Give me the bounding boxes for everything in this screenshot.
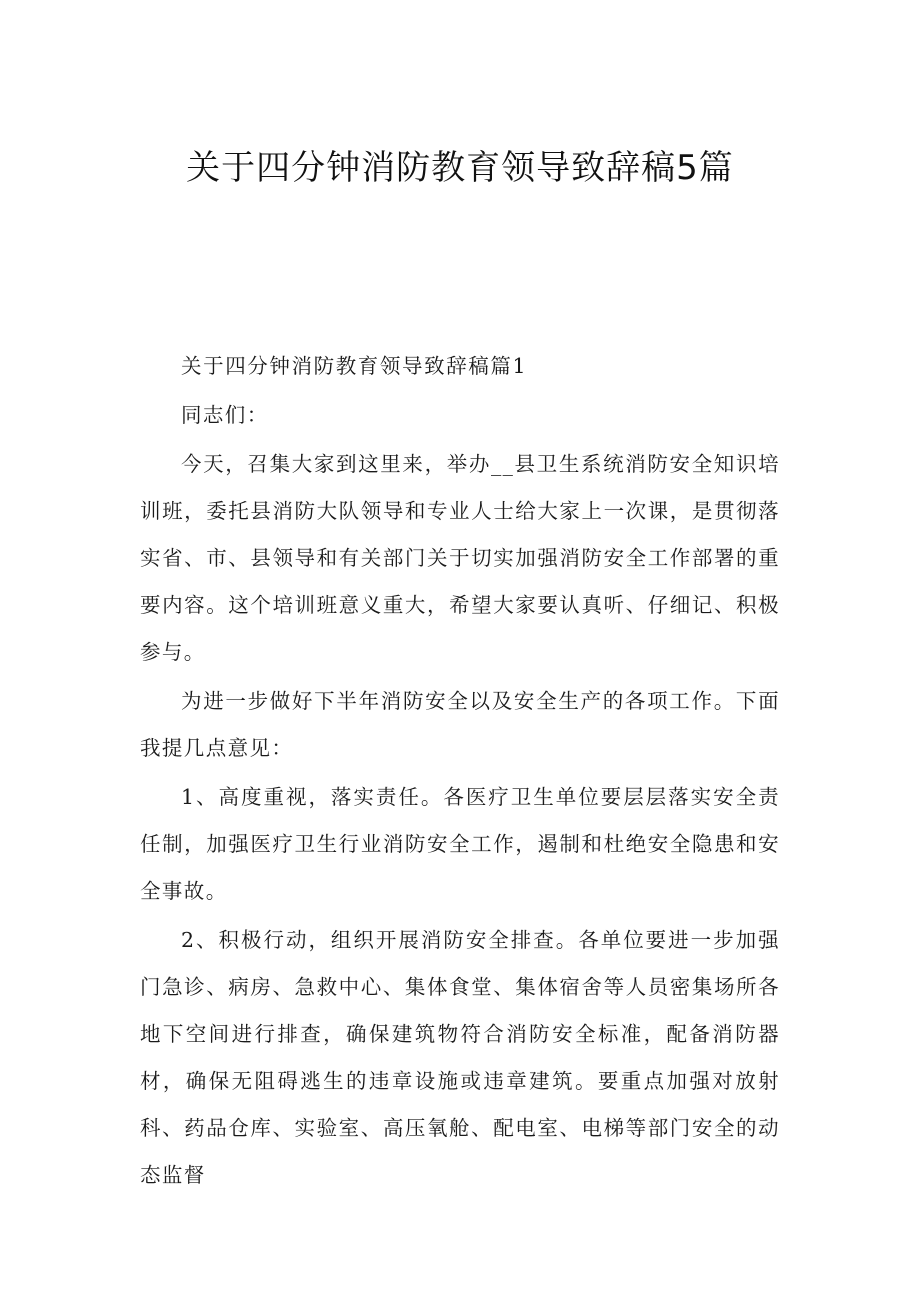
body-paragraph: 今天，召集大家到这里来，举办__县卫生系统消防安全知识培训班，委托县消防大队领导和专业人士给大家上一次课，是贯彻落实省、市、县领导和有关部门关于切实加强消防安全工作部署的重要内容。这个培训班意义重大，希望大家要认真听、仔细记、积极参与。 — [140, 452, 780, 664]
body-paragraph: 2、积极行动，组织开展消防安全排查。各单位要进一步加强门急诊、病房、急救中心、集体食堂、集体宿舍等人员密集场所各地下空间进行排查，确保建筑物符合消防安全标准，配备消防器材，确保无阻碍逃生的违章设施或违章建筑。要重点加强对放射科、药品仓库、实验室、高压氧舱、配电室、电梯等部门安全的动态监督 — [140, 928, 780, 1187]
document-body — [140, 343, 780, 1201]
body-paragraph: 为进一步做好下半年消防安全以及安全生产的各项工作。下面我提几点意见： — [140, 689, 780, 760]
section-heading: 关于四分钟消防教育领导致辞稿篇1 — [181, 354, 528, 378]
body-paragraph: 1、高度重视，落实责任。各医疗卫生单位要层层落实安全责任制，加强医疗卫生行业消防安全工作，遏制和杜绝安全隐患和安全事故。 — [140, 785, 780, 903]
salutation-paragraph: 同志们： — [181, 403, 269, 427]
document-title: 关于四分钟消防教育领导致辞稿5篇 — [186, 148, 734, 188]
